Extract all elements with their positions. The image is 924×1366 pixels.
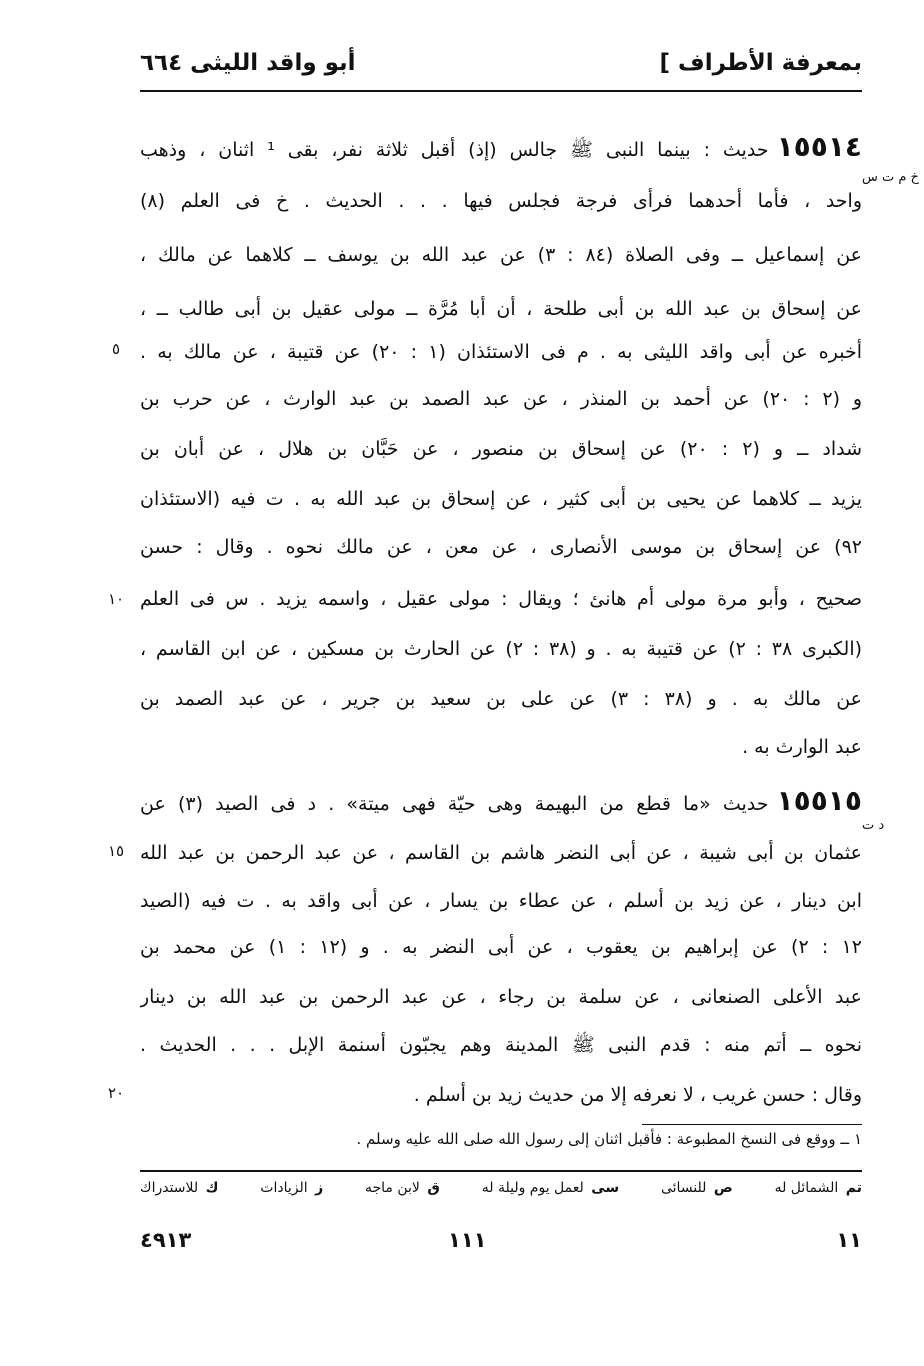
- hadith-2-line: وقال : حسن غريب ، لا نعرفه إلا من حديث زيد بن أسلم .: [413, 1084, 862, 1106]
- margin-line-number: ١٠: [108, 590, 125, 608]
- legend-item: ص للنسائى: [660, 1180, 733, 1196]
- legend-item: ز الزيادات: [260, 1180, 324, 1196]
- hadith-1-line: عن إسماعيل ــ وفى الصلاة (٨٤ : ٣) عن عبد الله بن يوسف ــ كلاهما عن مالك ،: [140, 244, 862, 266]
- legend-item: ك للاستدراك: [140, 1180, 219, 1196]
- hadith-1-text: حديث : بينما النبى ﷺ جالس (إذ) أقبل ثلاثة نفر، بقى ¹ اثنان ، وذهب: [140, 139, 769, 161]
- volume-number: ١١: [836, 1228, 862, 1252]
- symbols-legend: [140, 1180, 862, 1206]
- running-header: [140, 42, 862, 86]
- margin-line-number: ٥: [112, 340, 121, 358]
- hadith-2-line: ابن دينار ، عن زيد بن أسلم ، عن عطاء بن يسار ، عن أبى واقد به . ت فيه (الصيد: [140, 890, 862, 912]
- legend-item: ق لابن ماجه: [365, 1180, 440, 1196]
- hadith-1-number: ١٥٥١٤: [776, 130, 862, 163]
- hadith-1-line: يزيد ــ كلاهما عن يحيى بن أبى كثير ، عن إسحاق بن عبد الله به . ت فيه (الاستئذان: [140, 488, 862, 510]
- legend-divider: [140, 1170, 862, 1172]
- hadith-1-sigla: خ م ت س: [862, 170, 919, 185]
- hadith-1-line: [140, 120, 862, 174]
- hadith-1-line: (الكبرى ٣٨ : ٢) عن قتيبة به . و (٣٨ : ٢) عن الحارث بن مسكين ، عن ابن القاسم ،: [140, 638, 862, 660]
- hadith-2-text: حديث «ما قطع من البهيمة وهى حيّة فهى ميتة» . د فى الصيد (٣) عن: [140, 793, 769, 815]
- hadith-1-line: واحد ، فأما أحدهما فرأى فرجة فجلس فيها . . . الحديث . خ فى العلم (٨): [140, 190, 862, 212]
- footnote-divider: [642, 1124, 862, 1125]
- hadith-2-line: نحوه ــ أتم منه : قدم النبى ﷺ المدينة وهم يجبّون أسنمة الإبل . . . الحديث .: [140, 1034, 862, 1056]
- hadith-1-line: ٩٢) عن إسحاق بن موسى الأنصارى ، عن معن ، عن مالك نحوه . وقال : حسن: [140, 536, 862, 558]
- header-section-title: بمعرفة الأطراف ]: [659, 50, 862, 76]
- margin-line-number: ١٥: [108, 842, 125, 860]
- hadith-2-line: ١٢ : ٢) عن إبراهيم بن يعقوب ، عن أبى النضر به . و (١٢ : ١) عن محمد بن: [140, 936, 862, 958]
- margin-line-number: ٢٠: [108, 1084, 125, 1102]
- hadith-2-number: ١٥٥١٥: [776, 784, 862, 817]
- footnote: ١ ــ ووقع فى النسخ المطبوعة : فأقبل اثنان إلى رسول الله صلى الله عليه وسلم .: [356, 1130, 862, 1148]
- hadith-1-line: أخبره عن أبى واقد الليثى به . م فى الاستئذان (١ : ٢٠) عن قتيبة ، عن مالك به .: [140, 341, 862, 363]
- hadith-2-sigla: د ت: [862, 818, 885, 833]
- header-chapter-title: أبو واقد الليثى ٦٦٤: [140, 50, 356, 76]
- hadith-1-line: شداد ــ و (٢ : ٢٠) عن إسحاق بن منصور ، عن حَبَّان بن هلال ، عن أبان بن: [140, 438, 862, 460]
- hadith-2-line: [140, 774, 862, 828]
- hadith-2-line: عبد الأعلى الصنعانى ، عن سلمة بن رجاء ، عن عبد الرحمن بن عبد الله بن دينار: [140, 986, 862, 1008]
- page-number: ١١١: [448, 1228, 487, 1252]
- header-divider: [140, 90, 862, 92]
- hadith-1-line: عن إسحاق بن عبد الله بن أبى طلحة ، أن أبا مُرَّة ــ مولى عقيل بن أبى طالب ــ ،: [140, 298, 862, 320]
- hadith-1-line: عن مالك به . و (٣٨ : ٣) عن على بن سعيد بن جرير ، عن عبد الصمد بن: [140, 688, 862, 710]
- hadith-1-line: عبد الوارث به .: [742, 736, 862, 758]
- hadith-2-line: عثمان بن أبى شيبة ، عن أبى النضر هاشم بن القاسم ، عن عبد الرحمن بن عبد الله: [140, 842, 862, 864]
- sequence-number: ٤٩١٣: [140, 1228, 192, 1252]
- hadith-1-line: و (٢ : ٢٠) عن أحمد بن المنذر ، عن عبد الصمد بن عبد الوارث ، عن حرب بن: [140, 388, 862, 410]
- legend-item: تم الشمائل له: [774, 1180, 862, 1196]
- hadith-1-line: صحيح ، وأبو مرة مولى أم هانئ ؛ ويقال : مولى عقيل ، واسمه يزيد . س فى العلم: [140, 588, 862, 610]
- legend-item: سى لعمل يوم وليلة له: [481, 1180, 620, 1196]
